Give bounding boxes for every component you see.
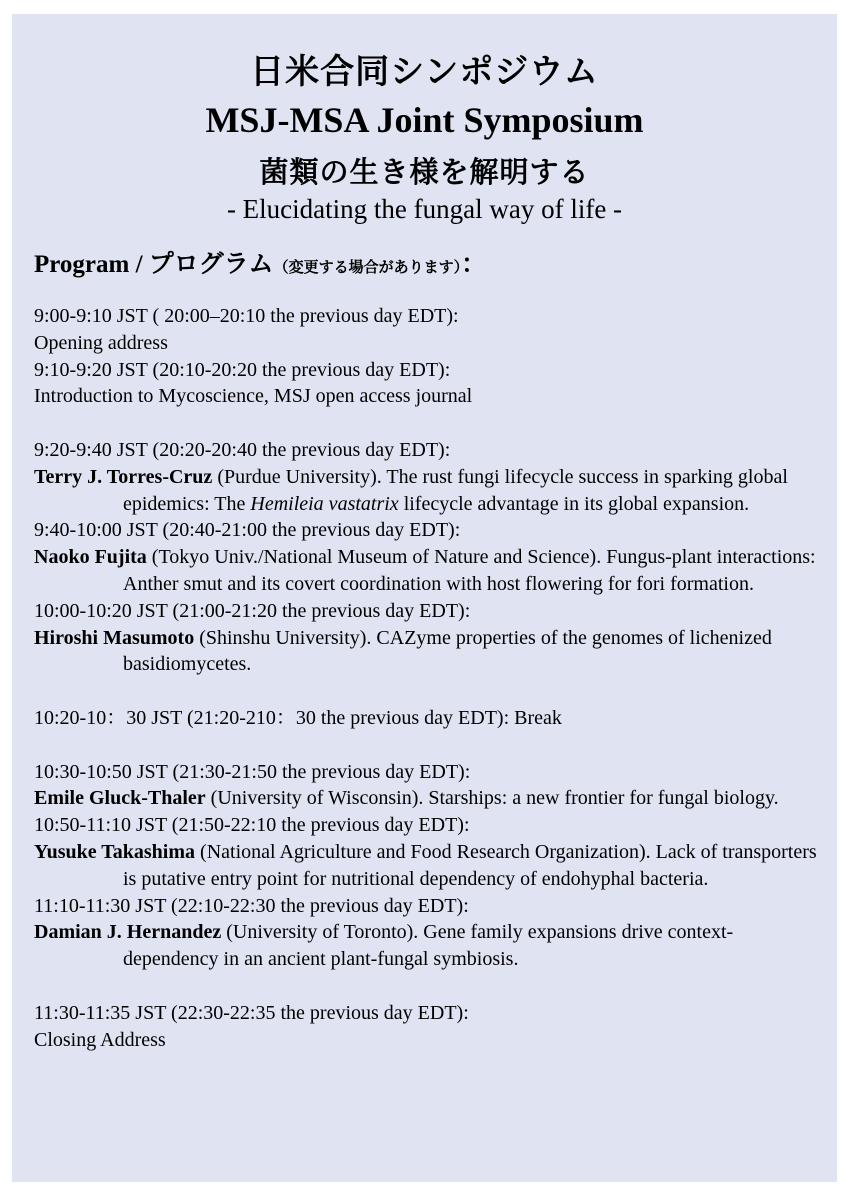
talk-4-time: 10:30-10:50 JST (21:30-21:50 the previous day EDT): xyxy=(34,760,471,783)
talk-text: (University of Wisconsin). Starships: a new frontier for fungal biology. xyxy=(205,787,779,810)
speaker-name: Naoko Fujita xyxy=(34,546,147,569)
title-block xyxy=(34,52,837,224)
break-line: 10:20-10：30 JST (21:20-210：30 the previous day EDT): Break xyxy=(34,706,562,729)
talk-6-time: 11:10-11:30 JST (22:10-22:30 the previous day EDT): xyxy=(34,894,469,917)
spacer xyxy=(34,410,823,437)
talk-3 xyxy=(34,625,823,679)
talk-4 xyxy=(34,785,823,812)
subtitle-japanese: 菌類の生き様を解明する xyxy=(259,155,590,189)
speaker-name: Emile Gluck-Thaler xyxy=(34,787,206,810)
title-english: MSJ-MSA Joint Symposium xyxy=(205,100,644,140)
intro-time: 9:10-9:20 JST (20:10-20:20 the previous day EDT): xyxy=(34,358,451,381)
program-list xyxy=(34,303,837,1053)
talk-3-time: 10:00-10:20 JST (21:00-21:20 the previous day EDT): xyxy=(34,599,471,622)
species-name: Hemileia vastatrix xyxy=(250,492,399,515)
program-heading xyxy=(34,248,837,283)
talk-text: (Tokyo Univ./National Museum of Nature and Science). Fungus-plant interactions: Anther smut and its covert coordination with host flowering for fori formation. xyxy=(123,546,816,595)
talk-5 xyxy=(34,839,823,893)
spacer xyxy=(34,732,823,759)
title-japanese: 日米合同シンポジウム xyxy=(250,52,599,92)
talk-text: (Purdue University). The rust fungi lifecycle success in sparking global epidemics: The xyxy=(123,465,788,515)
speaker-name: Yusuke Takashima xyxy=(34,840,196,863)
speaker-name: Damian J. Hernandez xyxy=(34,921,222,944)
intro-title: Introduction to Mycoscience, MSJ open access journal xyxy=(34,385,473,408)
talk-text: (National Agriculture and Food Research Organization). Lack of transporters is putative entry point for nutritional dependency of endohyphal bacteria. xyxy=(123,840,817,890)
program-heading-note: （変更する場合があります） xyxy=(273,258,462,276)
talk-2 xyxy=(34,544,823,598)
program-heading-en: Program / xyxy=(34,251,149,278)
talk-2-time: 9:40-10:00 JST (20:40-21:00 the previous day EDT): xyxy=(34,519,461,542)
talk-text: (University of Toronto). Gene family expansions drive context-dependency in an ancient plant-fungal symbiosis. xyxy=(123,921,734,971)
talk-text: (Shinshu University). CAZyme properties of the genomes of lichenized basidiomycetes. xyxy=(123,626,772,676)
talk-6 xyxy=(34,919,823,973)
spacer xyxy=(34,973,823,1000)
speaker-name: Hiroshi Masumoto xyxy=(34,626,195,649)
opening-time: 9:00-9:10 JST ( 20:00–20:10 the previous day EDT): xyxy=(34,305,459,327)
talk-1 xyxy=(34,464,823,518)
talk-text: lifecycle advantage in its global expansion. xyxy=(398,492,750,515)
talk-1-time: 9:20-9:40 JST (20:20-20:40 the previous day EDT): xyxy=(34,438,451,461)
speaker-name: Terry J. Torres-Cruz xyxy=(34,465,213,488)
closing-title: Closing Address xyxy=(34,1028,166,1051)
program-heading-ja: プログラム xyxy=(148,249,274,278)
opening-title: Opening address xyxy=(34,331,168,354)
talk-5-time: 10:50-11:10 JST (21:50-22:10 the previous day EDT): xyxy=(34,814,470,837)
spacer xyxy=(34,678,823,705)
subtitle-english: - Elucidating the fungal way of life - xyxy=(226,194,623,224)
symposium-flyer xyxy=(12,14,837,1182)
program-heading-colon: ： xyxy=(461,249,487,278)
closing-time: 11:30-11:35 JST (22:30-22:35 the previous day EDT): xyxy=(34,1001,469,1024)
